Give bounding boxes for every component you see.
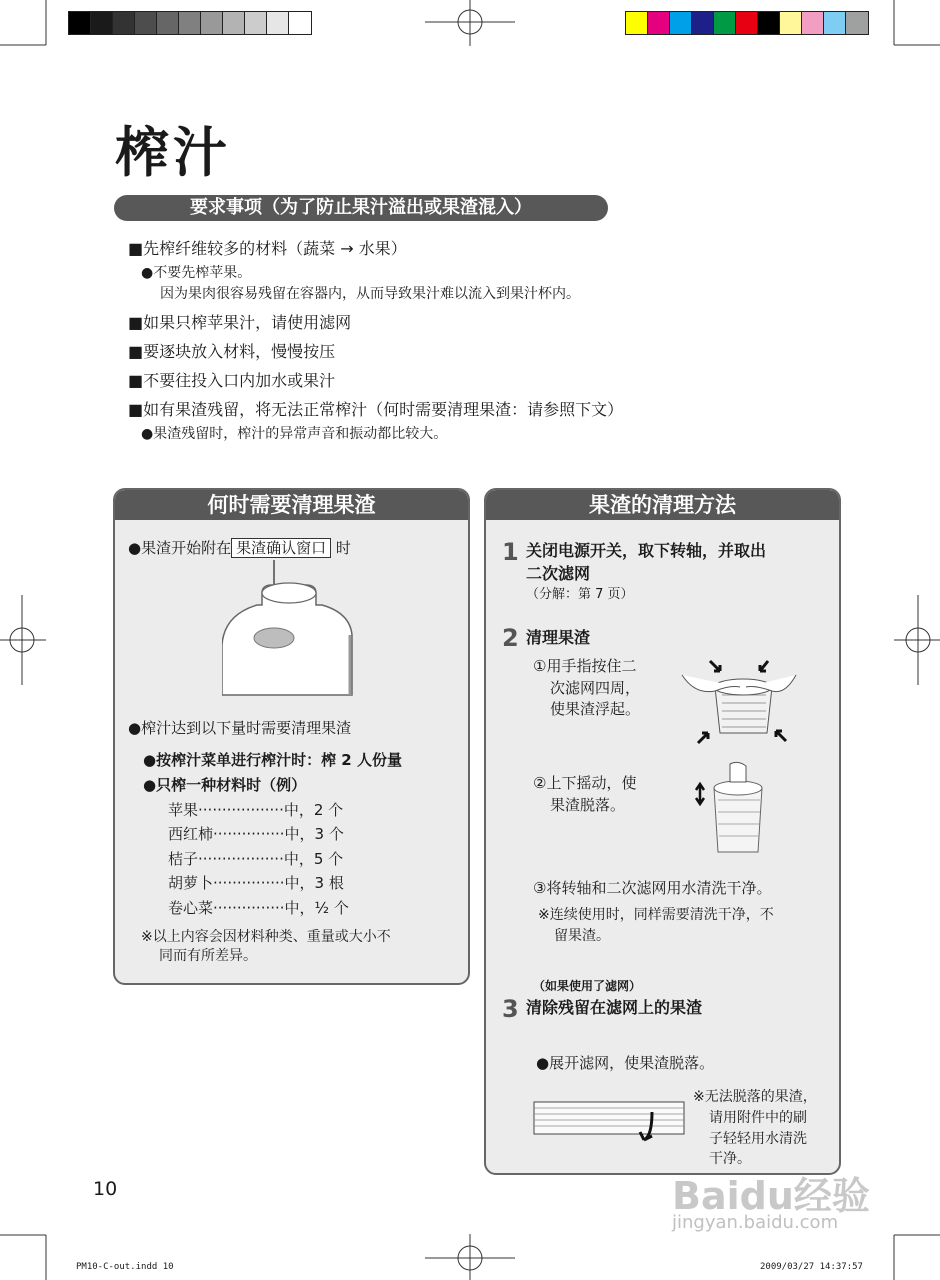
example-name: 桔子 (168, 850, 199, 868)
amount-line: ●榨汁达到以下量时需要清理果渣 (128, 719, 352, 737)
example-amount: 中，3 根 (284, 874, 344, 892)
step2-note: ※连续使用时，同样需要清洗干净，不 (538, 907, 774, 923)
example-row (168, 799, 343, 820)
filter-shake-illustration (690, 760, 770, 860)
watermark-brand: Baidu经验 (672, 1174, 870, 1218)
step2-b: 果渣脱落。 (550, 796, 626, 814)
window-suffix: 时 (335, 539, 351, 557)
requirement-subitem: ●不要先榨苹果。 (141, 265, 252, 281)
example-row (168, 848, 343, 869)
page-title: 榨汁 (115, 121, 231, 184)
left-note: 同而有所差异。 (159, 948, 257, 964)
example-dots: ·················· (198, 801, 284, 819)
requirement-item: ■要逐块放入材料，慢慢按压 (128, 342, 336, 361)
step3-pre: （如果使用了滤网） (533, 979, 642, 993)
example-dots: ··············· (213, 899, 285, 917)
step2-c: ③将转轴和二次滤网用水清洗干净。 (533, 879, 772, 897)
strainer-illustration (532, 1096, 692, 1144)
requirement-item: ■如有果渣残留，将无法正常榨汁（何时需要清理果渣：请参照下文） (128, 400, 624, 419)
step3-note: 干净。 (709, 1151, 751, 1167)
example-row (168, 823, 344, 844)
step2-b: ②上下摇动，使 (533, 774, 637, 792)
step1-line1: 关闭电源开关，取下转轴，并取出 (526, 541, 767, 560)
step1-line2: 二次滤网 (526, 564, 591, 583)
filter-press-illustration (680, 655, 800, 750)
step2-note: 留果渣。 (554, 928, 610, 944)
check-window-label: 果渣确认窗口 (231, 538, 331, 558)
example-amount: 中，½ 个 (284, 899, 349, 917)
example-name: 苹果 (168, 801, 199, 819)
when-to-clean-heading: 何时需要清理果渣 (115, 490, 468, 520)
step-number: 2 (502, 624, 519, 652)
step3-note: 子轻轻用水清洗 (709, 1131, 807, 1147)
step3-title: 清除残留在滤网上的果渣 (526, 998, 703, 1017)
example-amount: 中，3 个 (284, 825, 344, 843)
watermark-url: jingyan.baidu.com (672, 1212, 839, 1233)
page-number: 10 (93, 1178, 118, 1200)
menu-line: ●按榨汁菜单进行榨汁时：榨 2 人份量 (143, 751, 402, 769)
step2-title: 清理果渣 (526, 628, 591, 647)
requirement-item: ■不要往投入口内加水或果汁 (128, 371, 336, 390)
step3-note: ※无法脱落的果渣， (693, 1089, 817, 1105)
example-name: 卷心菜 (168, 899, 214, 917)
example-row (168, 897, 349, 918)
example-amount: 中，2 个 (283, 801, 344, 819)
step3-note: 请用附件中的刷 (709, 1110, 807, 1126)
requirement-subitem: ●果渣残留时，榨汁的异常声音和振动都比较大。 (141, 426, 448, 442)
example-name: 西红柿 (168, 825, 214, 843)
step2-a: ①用手指按住二 (533, 657, 637, 675)
example-row (168, 872, 344, 893)
step2-a: 使果渣浮起。 (550, 700, 641, 718)
footer-file: PM10-C-out.indd 10 (76, 1262, 174, 1272)
requirement-item: ■如果只榨苹果汁，请使用滤网 (128, 313, 352, 332)
example-dots: ·················· (198, 850, 284, 868)
requirement-item: ■先榨纤维较多的材料（蔬菜 → 水果） (128, 239, 407, 258)
window-prefix: ●果渣开始附在 (128, 539, 232, 557)
requirements-heading: 要求事项（为了防止果汁溢出或果渣混入） (114, 195, 608, 221)
step3-line: ●展开滤网，使果渣脱落。 (536, 1054, 715, 1072)
cleaning-method-heading: 果渣的清理方法 (486, 490, 839, 520)
left-note: ※以上内容会因材料种类、重量或大小不 (141, 929, 391, 945)
step-number: 3 (502, 995, 519, 1023)
footer-timestamp: 2009/03/27 14:37:57 (760, 1262, 863, 1272)
example-dots: ··············· (213, 874, 285, 892)
requirement-subitem: 因为果肉很容易残留在容器内，从而导致果汁难以流入到果汁杯内。 (160, 286, 580, 302)
example-dots: ··············· (213, 825, 285, 843)
single-line: ●只榨一种材料时（例） (143, 776, 307, 794)
example-name: 胡萝卜 (168, 874, 214, 892)
example-amount: 中，5 个 (283, 850, 344, 868)
step2-a: 次滤网四周， (550, 679, 641, 697)
step1-sub: （分解：第 7 页） (526, 587, 634, 602)
step-number: 1 (502, 538, 519, 566)
juicer-illustration (222, 555, 358, 700)
